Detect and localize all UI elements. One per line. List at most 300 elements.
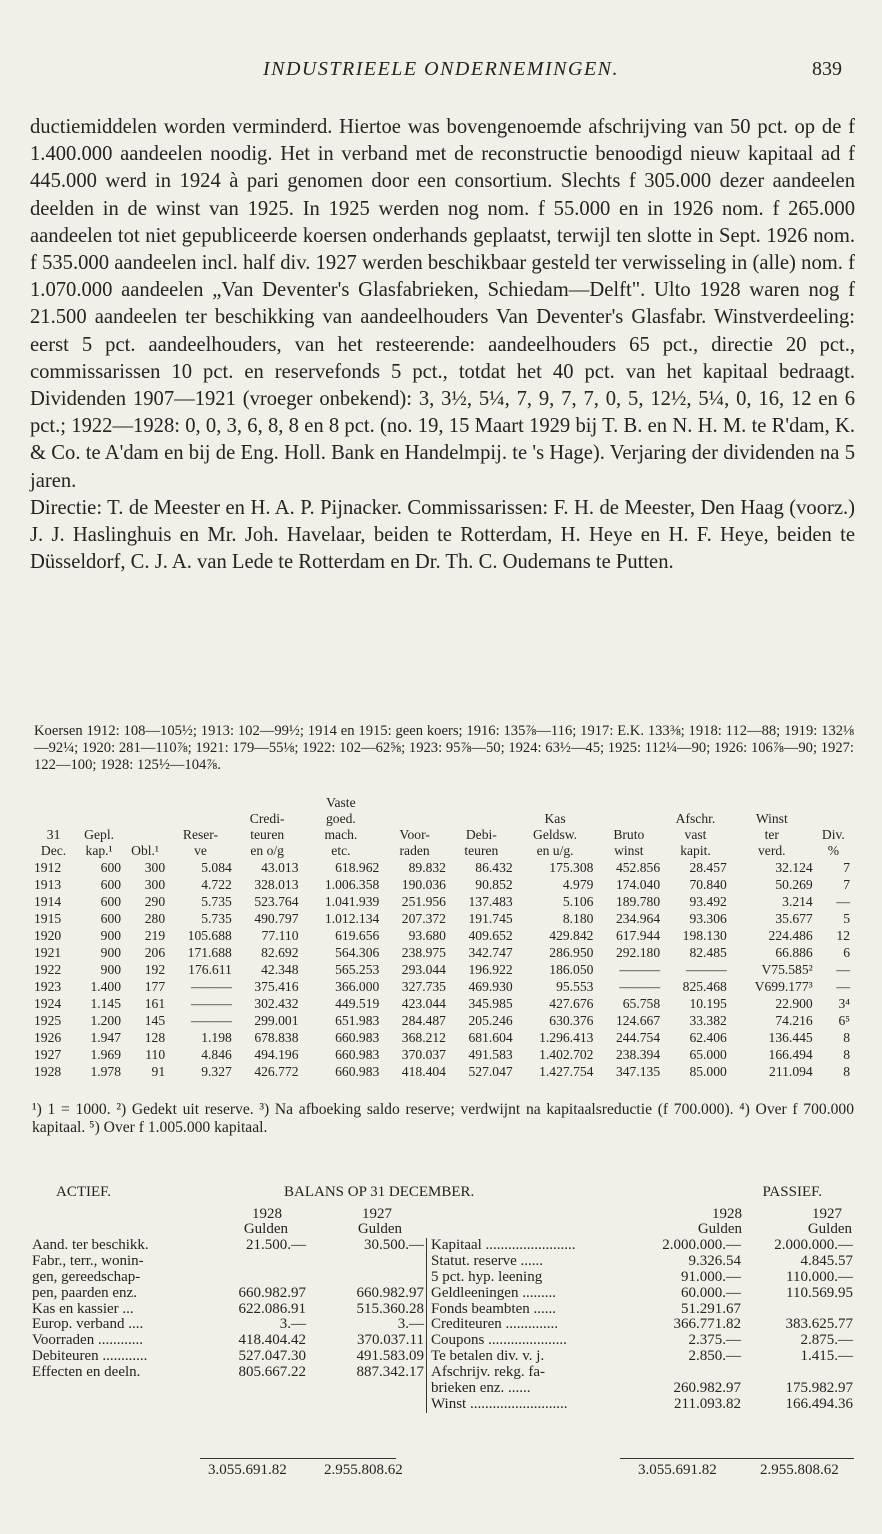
passief-unit-1927: Gulden bbox=[807, 1221, 852, 1237]
table-header-cell: en u/g. bbox=[536, 843, 574, 858]
actief-row bbox=[32, 1286, 424, 1302]
table-row bbox=[32, 927, 852, 944]
table-header-cell: winst bbox=[614, 843, 644, 858]
actief-value: 21.500.— bbox=[246, 1237, 306, 1253]
passief-unit-1928: Gulden bbox=[697, 1221, 742, 1237]
table-cell: 186.050 bbox=[549, 961, 594, 977]
passief-row bbox=[427, 1302, 855, 1318]
actief-row bbox=[32, 1270, 424, 1286]
table-header-cell: kap.¹ bbox=[85, 843, 113, 858]
table-cell: 174.040 bbox=[615, 876, 661, 892]
table-header-cell: Kas bbox=[544, 811, 566, 826]
actief-label: Effecten en deeln. bbox=[32, 1364, 141, 1381]
table-cell: 4.846 bbox=[201, 1046, 232, 1062]
table-cell: 91 bbox=[151, 1063, 166, 1079]
table-cell: 128 bbox=[144, 1029, 166, 1045]
actief-label: Debiteuren ............ bbox=[32, 1348, 148, 1365]
table-cell: 5.084 bbox=[201, 859, 232, 875]
table-cell: 176.611 bbox=[188, 961, 232, 977]
passief-label: Winst .......................... bbox=[431, 1395, 568, 1412]
table-header-cell bbox=[75, 811, 123, 827]
table-cell: 449.519 bbox=[335, 995, 380, 1011]
table-header-cell: Afschr. bbox=[675, 811, 716, 826]
actief-total-1927: 2.955.808.62 bbox=[324, 1462, 403, 1478]
table-header-cell: Credi- bbox=[249, 811, 285, 826]
table-cell: 7 bbox=[843, 859, 850, 875]
table-cell: 35.677 bbox=[775, 910, 813, 926]
table-cell: 74.216 bbox=[775, 1012, 813, 1028]
actief-value: 527.047.30 bbox=[238, 1348, 306, 1365]
table-cell: 5 bbox=[843, 910, 850, 926]
actief-row bbox=[32, 1333, 424, 1349]
table-header-cell bbox=[662, 795, 729, 811]
table-cell: 6 bbox=[843, 944, 850, 960]
table-row bbox=[32, 910, 852, 927]
table-header-row bbox=[32, 843, 852, 859]
table-cell: 1926 bbox=[34, 1029, 62, 1045]
actief-label: ACTIEF. bbox=[56, 1184, 112, 1200]
table-cell: 137.483 bbox=[468, 893, 513, 909]
table-header-cell: Div. bbox=[821, 827, 845, 842]
actief-label: gen, gereedschap- bbox=[32, 1268, 141, 1285]
table-cell: 370.037 bbox=[401, 1046, 446, 1062]
table-cell: 286.950 bbox=[549, 944, 594, 960]
table-cell: 206 bbox=[144, 944, 166, 960]
actief-value: 3.— bbox=[397, 1316, 424, 1333]
actief-value: 418.404.42 bbox=[238, 1332, 306, 1349]
passief-value: 51.291.67 bbox=[681, 1300, 741, 1317]
table-header-cell bbox=[234, 795, 301, 811]
table-cell: V699.177³ bbox=[754, 978, 813, 994]
financial-table-body bbox=[32, 859, 852, 1080]
passief-year-1928: 1928 bbox=[712, 1206, 742, 1222]
table-cell: 7 bbox=[843, 876, 850, 892]
passief-row bbox=[427, 1333, 855, 1349]
table-cell: 238.975 bbox=[401, 944, 446, 960]
passief-value: 9.326.54 bbox=[688, 1252, 741, 1269]
actief-total-1928: 3.055.691.82 bbox=[208, 1462, 287, 1478]
table-cell: 196.922 bbox=[468, 961, 513, 977]
passief-column bbox=[426, 1238, 855, 1413]
table-cell: 327.735 bbox=[401, 978, 446, 994]
table-header-cell: en o/g bbox=[250, 843, 284, 858]
passief-row bbox=[427, 1286, 855, 1302]
table-row bbox=[32, 961, 852, 978]
passief-row bbox=[427, 1270, 855, 1286]
table-cell: 251.956 bbox=[401, 893, 446, 909]
table-cell: 1925 bbox=[34, 1012, 62, 1028]
actief-label: Voorraden ............ bbox=[32, 1332, 143, 1349]
actief-total-rule bbox=[200, 1458, 396, 1459]
table-cell: 43.013 bbox=[261, 859, 299, 875]
table-cell: V75.585² bbox=[761, 961, 813, 977]
table-cell: 660.983 bbox=[335, 1063, 380, 1079]
table-cell: 423.044 bbox=[401, 995, 446, 1011]
table-cell: 600 bbox=[100, 859, 122, 875]
table-cell: — bbox=[836, 978, 850, 994]
table-cell: 900 bbox=[100, 961, 122, 977]
balance-totals bbox=[32, 1462, 854, 1482]
table-cell: 6⁵ bbox=[838, 1012, 850, 1028]
table-cell: 409.652 bbox=[468, 927, 513, 943]
actief-row bbox=[32, 1349, 424, 1365]
running-header bbox=[28, 58, 854, 90]
table-cell: 618.962 bbox=[335, 859, 380, 875]
table-cell: 95.553 bbox=[556, 978, 594, 994]
table-header-cell: Winst bbox=[755, 811, 788, 826]
table-cell: 299.001 bbox=[254, 1012, 299, 1028]
actief-year-1927: 1927 bbox=[362, 1206, 392, 1222]
passief-label: Coupons ..................... bbox=[431, 1332, 567, 1349]
table-cell: 191.745 bbox=[468, 910, 513, 926]
passief-label: Te betalen div. v. j. bbox=[431, 1348, 545, 1365]
table-cell: 3.214 bbox=[782, 893, 813, 909]
table-cell: 1913 bbox=[34, 876, 62, 892]
table-row bbox=[32, 978, 852, 995]
table-cell: 600 bbox=[100, 893, 122, 909]
table-cell: 70.840 bbox=[689, 876, 727, 892]
table-cell: 660.983 bbox=[335, 1046, 380, 1062]
table-cell: 8 bbox=[843, 1046, 850, 1062]
table-cell: 77.110 bbox=[261, 927, 299, 943]
table-cell: 205.246 bbox=[468, 1012, 513, 1028]
table-cell: 1.947 bbox=[90, 1029, 122, 1045]
table-cell: — bbox=[836, 893, 850, 909]
table-header-cell: % bbox=[827, 843, 840, 858]
passief-year-1927: 1927 bbox=[812, 1206, 842, 1222]
passief-value: 2.375.— bbox=[688, 1332, 741, 1349]
footnotes: ¹) 1 = 1000. ²) Gedekt uit reserve. ³) Na afboeking saldo reserve; verdwijnt na kapitaalsreductie (f 700.000). ⁴) Over f 700.000 kapitaal. ⁵) Over f 1.005.000 kapitaal. bbox=[32, 1101, 854, 1136]
table-header-cell: Reser- bbox=[182, 827, 219, 842]
actief-value: 30.500.— bbox=[364, 1237, 424, 1253]
table-cell: 110 bbox=[145, 1046, 166, 1062]
balance-sheet-heading bbox=[32, 1184, 854, 1206]
table-cell: — bbox=[836, 961, 850, 977]
table-cell: 66.886 bbox=[775, 944, 813, 960]
table-header-cell: Geldsw. bbox=[533, 827, 578, 842]
passief-label: Fonds beambten ...... bbox=[431, 1300, 556, 1317]
table-header-cell: etc. bbox=[331, 843, 351, 858]
passief-value: 91.000.— bbox=[681, 1268, 741, 1285]
table-cell: ——— bbox=[191, 978, 232, 994]
table-header-cell bbox=[381, 795, 448, 811]
table-cell: 366.000 bbox=[335, 978, 380, 994]
table-cell: 90.852 bbox=[475, 876, 513, 892]
actief-value: 515.360.28 bbox=[356, 1300, 424, 1317]
table-cell: 62.406 bbox=[689, 1029, 727, 1045]
table-row bbox=[32, 1012, 852, 1029]
table-cell: 211.094 bbox=[769, 1063, 813, 1079]
table-header-cell bbox=[167, 795, 234, 811]
table-cell: 1.400 bbox=[90, 978, 122, 994]
table-header-row bbox=[32, 827, 852, 843]
table-cell: ——— bbox=[191, 995, 232, 1011]
table-row bbox=[32, 893, 852, 910]
actief-unit-1927: Gulden bbox=[357, 1221, 402, 1237]
table-header-row bbox=[32, 811, 852, 827]
table-header-cell bbox=[729, 795, 815, 811]
table-cell: 292.180 bbox=[615, 944, 661, 960]
table-cell: 244.754 bbox=[615, 1029, 661, 1045]
table-cell: 1.427.754 bbox=[539, 1063, 594, 1079]
passief-label: brieken enz. ...... bbox=[431, 1380, 531, 1397]
table-cell: 1.296.413 bbox=[539, 1029, 594, 1045]
table-cell: 452.856 bbox=[615, 859, 661, 875]
table-cell: ——— bbox=[191, 1012, 232, 1028]
table-header-cell: Voor- bbox=[399, 827, 430, 842]
body-text bbox=[30, 114, 855, 576]
table-cell: 523.764 bbox=[254, 893, 299, 909]
table-cell: 600 bbox=[100, 876, 122, 892]
actief-row bbox=[32, 1238, 424, 1254]
actief-value: 660.982.97 bbox=[238, 1284, 306, 1301]
passief-value: 366.771.82 bbox=[673, 1316, 741, 1333]
table-cell: 198.130 bbox=[682, 927, 727, 943]
table-cell: 1.198 bbox=[201, 1029, 232, 1045]
table-cell: 426.772 bbox=[254, 1063, 299, 1079]
passief-total-1928: 3.055.691.82 bbox=[638, 1462, 717, 1478]
table-cell: 1.978 bbox=[90, 1063, 122, 1079]
table-cell: 280 bbox=[144, 910, 166, 926]
actief-value: 660.982.97 bbox=[356, 1284, 424, 1301]
passief-label: 5 pct. hyp. leening bbox=[431, 1268, 543, 1285]
financial-table-header bbox=[32, 795, 852, 859]
table-cell: 1.012.134 bbox=[324, 910, 380, 926]
passief-label: Statut. reserve ...... bbox=[431, 1252, 544, 1269]
table-cell: 105.688 bbox=[187, 927, 232, 943]
passief-value: 4.845.57 bbox=[800, 1252, 853, 1269]
table-header-cell: teuren bbox=[250, 827, 285, 842]
actief-year-1928: 1928 bbox=[252, 1206, 282, 1222]
actief-column bbox=[32, 1238, 424, 1381]
passief-row bbox=[427, 1317, 855, 1333]
table-cell: 651.983 bbox=[335, 1012, 380, 1028]
passief-value: 211.093.82 bbox=[674, 1395, 741, 1412]
table-cell: 145 bbox=[144, 1012, 166, 1028]
actief-row bbox=[32, 1302, 424, 1318]
passief-row bbox=[427, 1365, 855, 1381]
table-cell: 418.404 bbox=[401, 1063, 446, 1079]
table-header-row bbox=[32, 795, 852, 811]
table-cell: 8.180 bbox=[562, 910, 594, 926]
passief-value: 110.569.95 bbox=[786, 1284, 853, 1301]
table-cell: 82.485 bbox=[689, 944, 727, 960]
table-cell: 681.604 bbox=[468, 1029, 513, 1045]
table-cell: 161 bbox=[144, 995, 166, 1011]
passief-row bbox=[427, 1381, 855, 1397]
table-header-cell bbox=[515, 795, 596, 811]
table-header-cell: 31 bbox=[46, 827, 61, 842]
table-cell: 1928 bbox=[34, 1063, 62, 1079]
table-cell: 93.492 bbox=[689, 893, 727, 909]
table-cell: 238.394 bbox=[615, 1046, 661, 1062]
table-header-cell: ve bbox=[194, 843, 207, 858]
passief-label: Crediteuren .............. bbox=[431, 1316, 559, 1333]
actief-value: 370.037.11 bbox=[357, 1332, 424, 1349]
body-paragraph-1: ductiemiddelen worden verminderd. Hiertoe was bovengenoemde afschrijving van 50 pct. op de f 1.400.000 aandeelen noodig. Het in verband met de reconstructie benoodigd nieuw kapitaal ad f 445.000 werd in 1924 à pari genomen door een consortium. Slechts f 305.000 dezer aandeelen deelden in de winst van 1925. In 1925 werden nog nom. f 55.000 en in 1926 nom. f 265.000 aandeelen tot niet gepubliceerde koersen onderhands geplaatst, terwijl ten slotte in Sept. 1926 nom. f 535.000 aandeelen incl. half div. 1927 werden beschikbaar gesteld ter verwisseling in (alle) nom. f 1.070.000 aandeelen „Van Deventer's Glasfabrieken, Schiedam—Delft". Ulto 1928 waren nog f 21.500 aandeelen ter beschikking van aandeelhouders Van Deventer's Glasfabr. Winstverdeeling: eerst 5 pct. aandeelhouders, van het resteerende: aandeelhouders 65 pct., directie 20 pct., commissarissen 10 pct. en reservefonds 5 pct., totdat het 40 pct. van het kapitaal bedraagt. Dividenden 1907—1921 (vroeger onbekend): 3, 3½, 5¼, 7, 9, 7, 7, 0, 5, 12½, 5¼, 0, 16, 12 en 6 pct.; 1922—1928: 0, 0, 3, 6, 8, 8 en 8 pct. (no. 19, 15 Maart 1929 bij T. B. en N. H. M. te R'dam, K. & Co. te A'dam en bij de Eng. Holl. Bank en Handelmpij. te 's Hage). Verjaring der dividenden na 5 jaren. bbox=[30, 116, 855, 492]
table-header-cell bbox=[32, 811, 75, 827]
table-cell: 1927 bbox=[34, 1046, 62, 1062]
table-cell: 3⁴ bbox=[838, 995, 850, 1011]
table-cell: 207.372 bbox=[401, 910, 446, 926]
passief-label: PASSIEF. bbox=[762, 1184, 822, 1200]
table-cell: 494.196 bbox=[254, 1046, 299, 1062]
table-header-cell bbox=[595, 795, 662, 811]
table-cell: 1921 bbox=[34, 944, 62, 960]
table-cell: 219 bbox=[144, 927, 166, 943]
table-cell: 8 bbox=[843, 1029, 850, 1045]
table-cell: 429.842 bbox=[549, 927, 594, 943]
table-cell: 50.269 bbox=[775, 876, 813, 892]
table-header-cell bbox=[448, 795, 515, 811]
table-header-cell: kapit. bbox=[680, 843, 711, 858]
table-cell: 65.758 bbox=[622, 995, 661, 1011]
table-cell: 1.041.939 bbox=[324, 893, 380, 909]
table-cell: ——— bbox=[686, 961, 727, 977]
table-cell: 86.432 bbox=[475, 859, 513, 875]
passief-value: 2.000.000.— bbox=[662, 1237, 741, 1253]
table-cell: 564.306 bbox=[335, 944, 380, 960]
actief-label: Europ. verband .... bbox=[32, 1316, 144, 1333]
passief-total-1927: 2.955.808.62 bbox=[760, 1462, 839, 1478]
table-cell: 5.106 bbox=[562, 893, 594, 909]
balance-sheet bbox=[32, 1184, 854, 1412]
table-header-cell: Obl.¹ bbox=[131, 843, 160, 858]
table-row bbox=[32, 859, 852, 876]
table-cell: 565.253 bbox=[335, 961, 380, 977]
actief-value: 622.086.91 bbox=[238, 1300, 306, 1317]
table-cell: 192 bbox=[144, 961, 166, 977]
table-cell: 177 bbox=[144, 978, 166, 994]
page-number: 839 bbox=[812, 58, 842, 80]
table-cell: 65.000 bbox=[689, 1046, 727, 1062]
table-header-cell: ter bbox=[764, 827, 779, 842]
table-cell: 617.944 bbox=[615, 927, 661, 943]
table-cell: 1915 bbox=[34, 910, 62, 926]
actief-value: 3.— bbox=[279, 1316, 306, 1333]
table-cell: 284.487 bbox=[401, 1012, 446, 1028]
actief-label: Kas en kassier ... bbox=[32, 1300, 134, 1317]
table-cell: 5.735 bbox=[201, 893, 232, 909]
table-cell: 5.735 bbox=[201, 910, 232, 926]
passief-row bbox=[427, 1238, 855, 1254]
passief-value: 2.875.— bbox=[800, 1332, 853, 1349]
table-cell: 1.200 bbox=[90, 1012, 122, 1028]
body-paragraph-2: Directie: T. de Meester en H. A. P. Pijnacker. Commissarissen: F. H. de Meester, Den Haag (voorz.) J. J. Haslinghuis en Mr. Joh. Havelaar, beiden te Rotterdam, H. Heye en H. F. Heye, beiden te Düsseldorf, C. J. A. van Lede te Rotterdam en Dr. Th. C. Oudemans te Putten. bbox=[30, 496, 855, 574]
table-cell: 1912 bbox=[34, 859, 62, 875]
passief-value: 110.000.— bbox=[786, 1268, 853, 1285]
table-cell: 368.212 bbox=[401, 1029, 446, 1045]
table-header-cell bbox=[167, 811, 234, 827]
table-cell: 32.124 bbox=[775, 859, 813, 875]
table-cell: 347.135 bbox=[615, 1063, 661, 1079]
table-row bbox=[32, 1046, 852, 1063]
balance-year-header bbox=[32, 1206, 854, 1238]
courses-paragraph: Koersen 1912: 108—105½; 1913: 102—99½; 1914 en 1915: geen koers; 1916: 135⅞—116; 1917: E.K. 133⅜; 1918: 112—88; 1919: 132⅛—92¼; 1920: 281—110⅞; 1921: 179—55⅛; 1922: 102—62⅝; 1923: 95⅞—50; 1924: 63½—45; 1925: 112¼—90; 1926: 106⅞—90; 1927: 122—100; 1928: 125½—104⅞. bbox=[34, 723, 854, 774]
table-cell: 293.044 bbox=[401, 961, 446, 977]
table-row bbox=[32, 1063, 852, 1080]
table-cell: 10.195 bbox=[689, 995, 727, 1011]
table-header-cell bbox=[123, 811, 167, 827]
table-cell: ——— bbox=[619, 961, 661, 977]
passief-value: 175.982.97 bbox=[785, 1380, 853, 1397]
table-header-cell bbox=[595, 811, 662, 827]
table-cell: 4.722 bbox=[201, 876, 232, 892]
table-cell: 1.402.702 bbox=[539, 1046, 594, 1062]
table-cell: 190.036 bbox=[401, 876, 446, 892]
table-header-cell: Debi- bbox=[465, 827, 497, 842]
passief-label: Geldleeningen ......... bbox=[431, 1284, 556, 1301]
table-header-cell bbox=[123, 795, 167, 811]
passief-label: Afschrijv. rekg. fa- bbox=[431, 1364, 545, 1381]
passief-value: 260.982.97 bbox=[673, 1380, 741, 1397]
table-cell: 234.964 bbox=[615, 910, 661, 926]
table-header-cell bbox=[123, 827, 167, 843]
table-cell: 85.000 bbox=[689, 1063, 727, 1079]
table-header-cell: raden bbox=[399, 843, 430, 858]
table-cell: 1924 bbox=[34, 995, 62, 1011]
table-row bbox=[32, 995, 852, 1012]
table-cell: 4.979 bbox=[562, 876, 594, 892]
actief-row bbox=[32, 1254, 424, 1270]
actief-label: Aand. ter beschikk. bbox=[32, 1237, 149, 1253]
table-header-cell: teuren bbox=[464, 843, 499, 858]
table-cell: 1.145 bbox=[90, 995, 122, 1011]
actief-row bbox=[32, 1365, 424, 1381]
table-header-cell: Gepl. bbox=[84, 827, 114, 842]
actief-label: pen, paarden enz. bbox=[32, 1284, 137, 1301]
running-title: INDUSTRIEELE ONDERNEMINGEN. bbox=[262, 58, 620, 80]
table-cell: 630.376 bbox=[549, 1012, 594, 1028]
table-cell: 89.832 bbox=[408, 859, 446, 875]
table-cell: 8 bbox=[843, 1063, 850, 1079]
table-cell: 900 bbox=[100, 927, 122, 943]
table-header-cell: mach. bbox=[324, 827, 358, 842]
table-cell: 328.013 bbox=[254, 876, 299, 892]
table-cell: ——— bbox=[619, 978, 661, 994]
table-cell: 375.416 bbox=[254, 978, 299, 994]
table-cell: 300 bbox=[144, 876, 166, 892]
passief-value: 383.625.77 bbox=[785, 1316, 853, 1333]
table-header-cell: Vaste bbox=[326, 795, 356, 810]
table-header-cell bbox=[381, 811, 448, 827]
table-cell: 427.676 bbox=[549, 995, 594, 1011]
passief-value: 1.415.— bbox=[800, 1348, 853, 1365]
table-cell: 619.656 bbox=[335, 927, 380, 943]
table-cell: 1.006.358 bbox=[324, 876, 380, 892]
balance-title: BALANS OP 31 DECEMBER. bbox=[284, 1184, 475, 1200]
actief-value: 805.667.22 bbox=[238, 1364, 306, 1381]
actief-value: 887.342.17 bbox=[356, 1364, 424, 1381]
passief-value: 2.000.000.— bbox=[774, 1237, 853, 1253]
table-cell: 1.969 bbox=[90, 1046, 122, 1062]
passief-row bbox=[427, 1349, 855, 1365]
table-cell: 600 bbox=[100, 910, 122, 926]
table-cell: 33.382 bbox=[689, 1012, 727, 1028]
passief-value: 166.494.36 bbox=[785, 1395, 853, 1412]
table-cell: 175.308 bbox=[549, 859, 594, 875]
table-header-cell bbox=[448, 811, 515, 827]
table-cell: 490.797 bbox=[254, 910, 299, 926]
table-cell: 124.667 bbox=[615, 1012, 661, 1028]
table-cell: 22.900 bbox=[775, 995, 813, 1011]
actief-value: 491.583.09 bbox=[356, 1348, 424, 1365]
actief-unit-1928: Gulden bbox=[243, 1221, 288, 1237]
table-cell: 82.692 bbox=[261, 944, 299, 960]
passief-value: 60.000.— bbox=[681, 1284, 741, 1301]
passief-total-rule bbox=[620, 1458, 854, 1459]
table-cell: 678.838 bbox=[254, 1029, 299, 1045]
